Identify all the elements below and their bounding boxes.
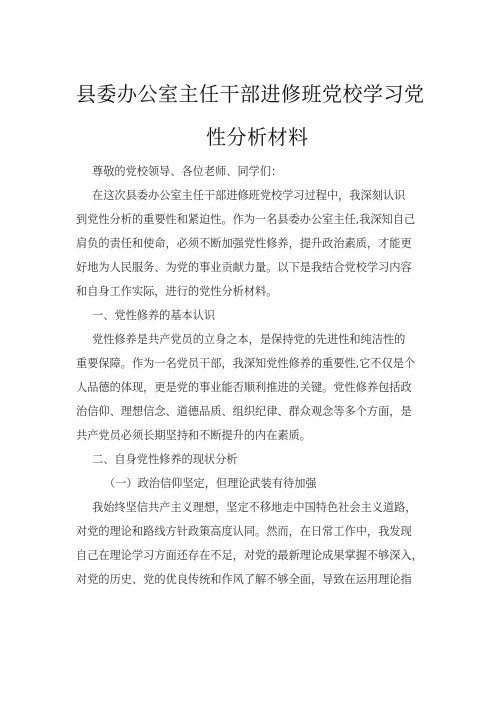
paragraph-line: 到党性分析的重要性和紧迫性。作为一名县委办公室主任,我深知自己 [76, 213, 416, 226]
paragraph-line: 共产党员必须长期坚持和不断提升的内在素质。 [76, 429, 311, 442]
document-title-line-1: 县委办公室主任干部进修班党校学习党 [76, 82, 425, 106]
salutation: 尊敬的党校领导、各位老师、同学们： [92, 165, 283, 178]
paragraph-line: 在这次县委办公室主任干部进修班党校学习过程中，我深刻认识 [92, 189, 406, 202]
paragraph-line: 自己在理论学习方面还存在不足，对党的最新理论成果掌握不够深入， [76, 549, 423, 562]
section-heading: 一、党性修养的基本认识 [92, 309, 216, 322]
paragraph-line: 好地为人民服务、为党的事业贡献力量。以下是我结合党校学习内容 [76, 261, 412, 274]
paragraph-line: 重要保障。作为一名党员干部，我深知党性修养的重要性,它不仅是个 [76, 357, 416, 370]
subsection-heading: （一）政治信仰坚定，但理论武装有待加强 [104, 477, 317, 490]
paragraph-line: 党性修养是共产党员的立身之本，是保持党的先进性和纯洁性的 [92, 333, 406, 346]
paragraph-line: 对党的历史、党的优良传统和作风了解不够全面，导致在运用理论指 [76, 573, 412, 586]
document-title-line-2: 性分析材料 [206, 125, 309, 149]
paragraph-line: 治信仰、理想信念、道德品质、组织纪律、群众观念等多个方面，是 [76, 405, 412, 418]
paragraph-line: 人品德的体现，更是党的事业能否顺利推进的关键。党性修养包括政 [76, 381, 412, 394]
section-heading: 二、自身党性修养的现状分析 [92, 453, 238, 466]
paragraph-line: 我始终坚信共产主义理想，坚定不移地走中国特色社会主义道路， [92, 501, 417, 514]
paragraph-line: 肩负的责任和使命，必须不断加强党性修养，提升政治素质，才能更 [76, 237, 412, 250]
paragraph-line: 和自身工作实际，进行的党性分析材料。 [76, 285, 278, 298]
paragraph-line: 对党的理论和路线方针政策高度认同。然而，在日常工作中，我发现 [76, 525, 412, 538]
